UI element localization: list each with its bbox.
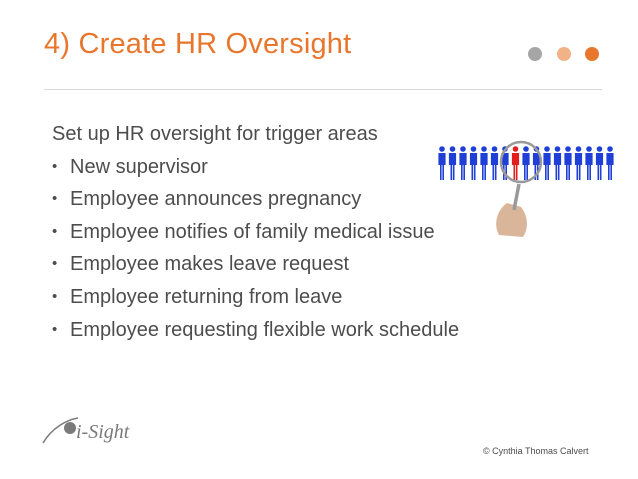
- person-icon: [480, 146, 487, 180]
- person-icon: [554, 146, 561, 180]
- bullet-icon: •: [52, 157, 58, 175]
- logo-mark: [64, 422, 76, 434]
- list-item: [52, 314, 572, 347]
- people-row: [438, 146, 613, 180]
- bullet-icon: •: [52, 287, 58, 305]
- hand-shape: [496, 203, 527, 237]
- person-icon: [585, 146, 592, 180]
- magnifier-handle: [514, 184, 519, 210]
- person-icon: [491, 146, 498, 180]
- gray-dot: [528, 47, 542, 61]
- bullet-icon: •: [52, 222, 58, 240]
- person-icon: [449, 146, 456, 180]
- title-divider: [44, 89, 602, 90]
- person-icon: [543, 146, 550, 180]
- person-icon: [470, 146, 477, 180]
- orange-dot: [585, 47, 599, 61]
- person-icon: [575, 146, 582, 180]
- person-icon: [564, 146, 571, 180]
- list-item-text: Employee makes leave request: [70, 253, 350, 276]
- isight-logo: [40, 410, 160, 448]
- list-item-text: Employee returning from leave: [70, 285, 343, 308]
- list-item: [52, 248, 572, 281]
- list-item-text: Employee announces pregnancy: [70, 188, 362, 211]
- person-icon: [522, 146, 529, 180]
- bullet-icon: •: [52, 320, 58, 338]
- slide-title: 4) Create HR Oversight: [44, 28, 352, 60]
- person-icon: [596, 146, 603, 180]
- person-icon: [459, 146, 466, 180]
- person-icon: [438, 146, 445, 180]
- intro-text: Set up HR oversight for trigger areas: [52, 123, 378, 145]
- list-item-text: New supervisor: [70, 155, 208, 178]
- bullet-icon: •: [52, 190, 58, 208]
- logo-text: i-Sight: [76, 421, 130, 443]
- list-item: [52, 281, 572, 314]
- selected-person-magnifier-icon: [437, 140, 619, 240]
- light-orange-dot: [557, 47, 571, 61]
- list-item-text: Employee notifies of family medical issue: [70, 220, 435, 243]
- person-icon: [606, 146, 613, 180]
- list-item-text: Employee requesting flexible work schedule: [70, 318, 460, 341]
- bullet-icon: •: [52, 255, 58, 273]
- copyright-notice: © Cynthia Thomas Calvert: [483, 446, 589, 456]
- highlighted-person-icon: [512, 146, 519, 180]
